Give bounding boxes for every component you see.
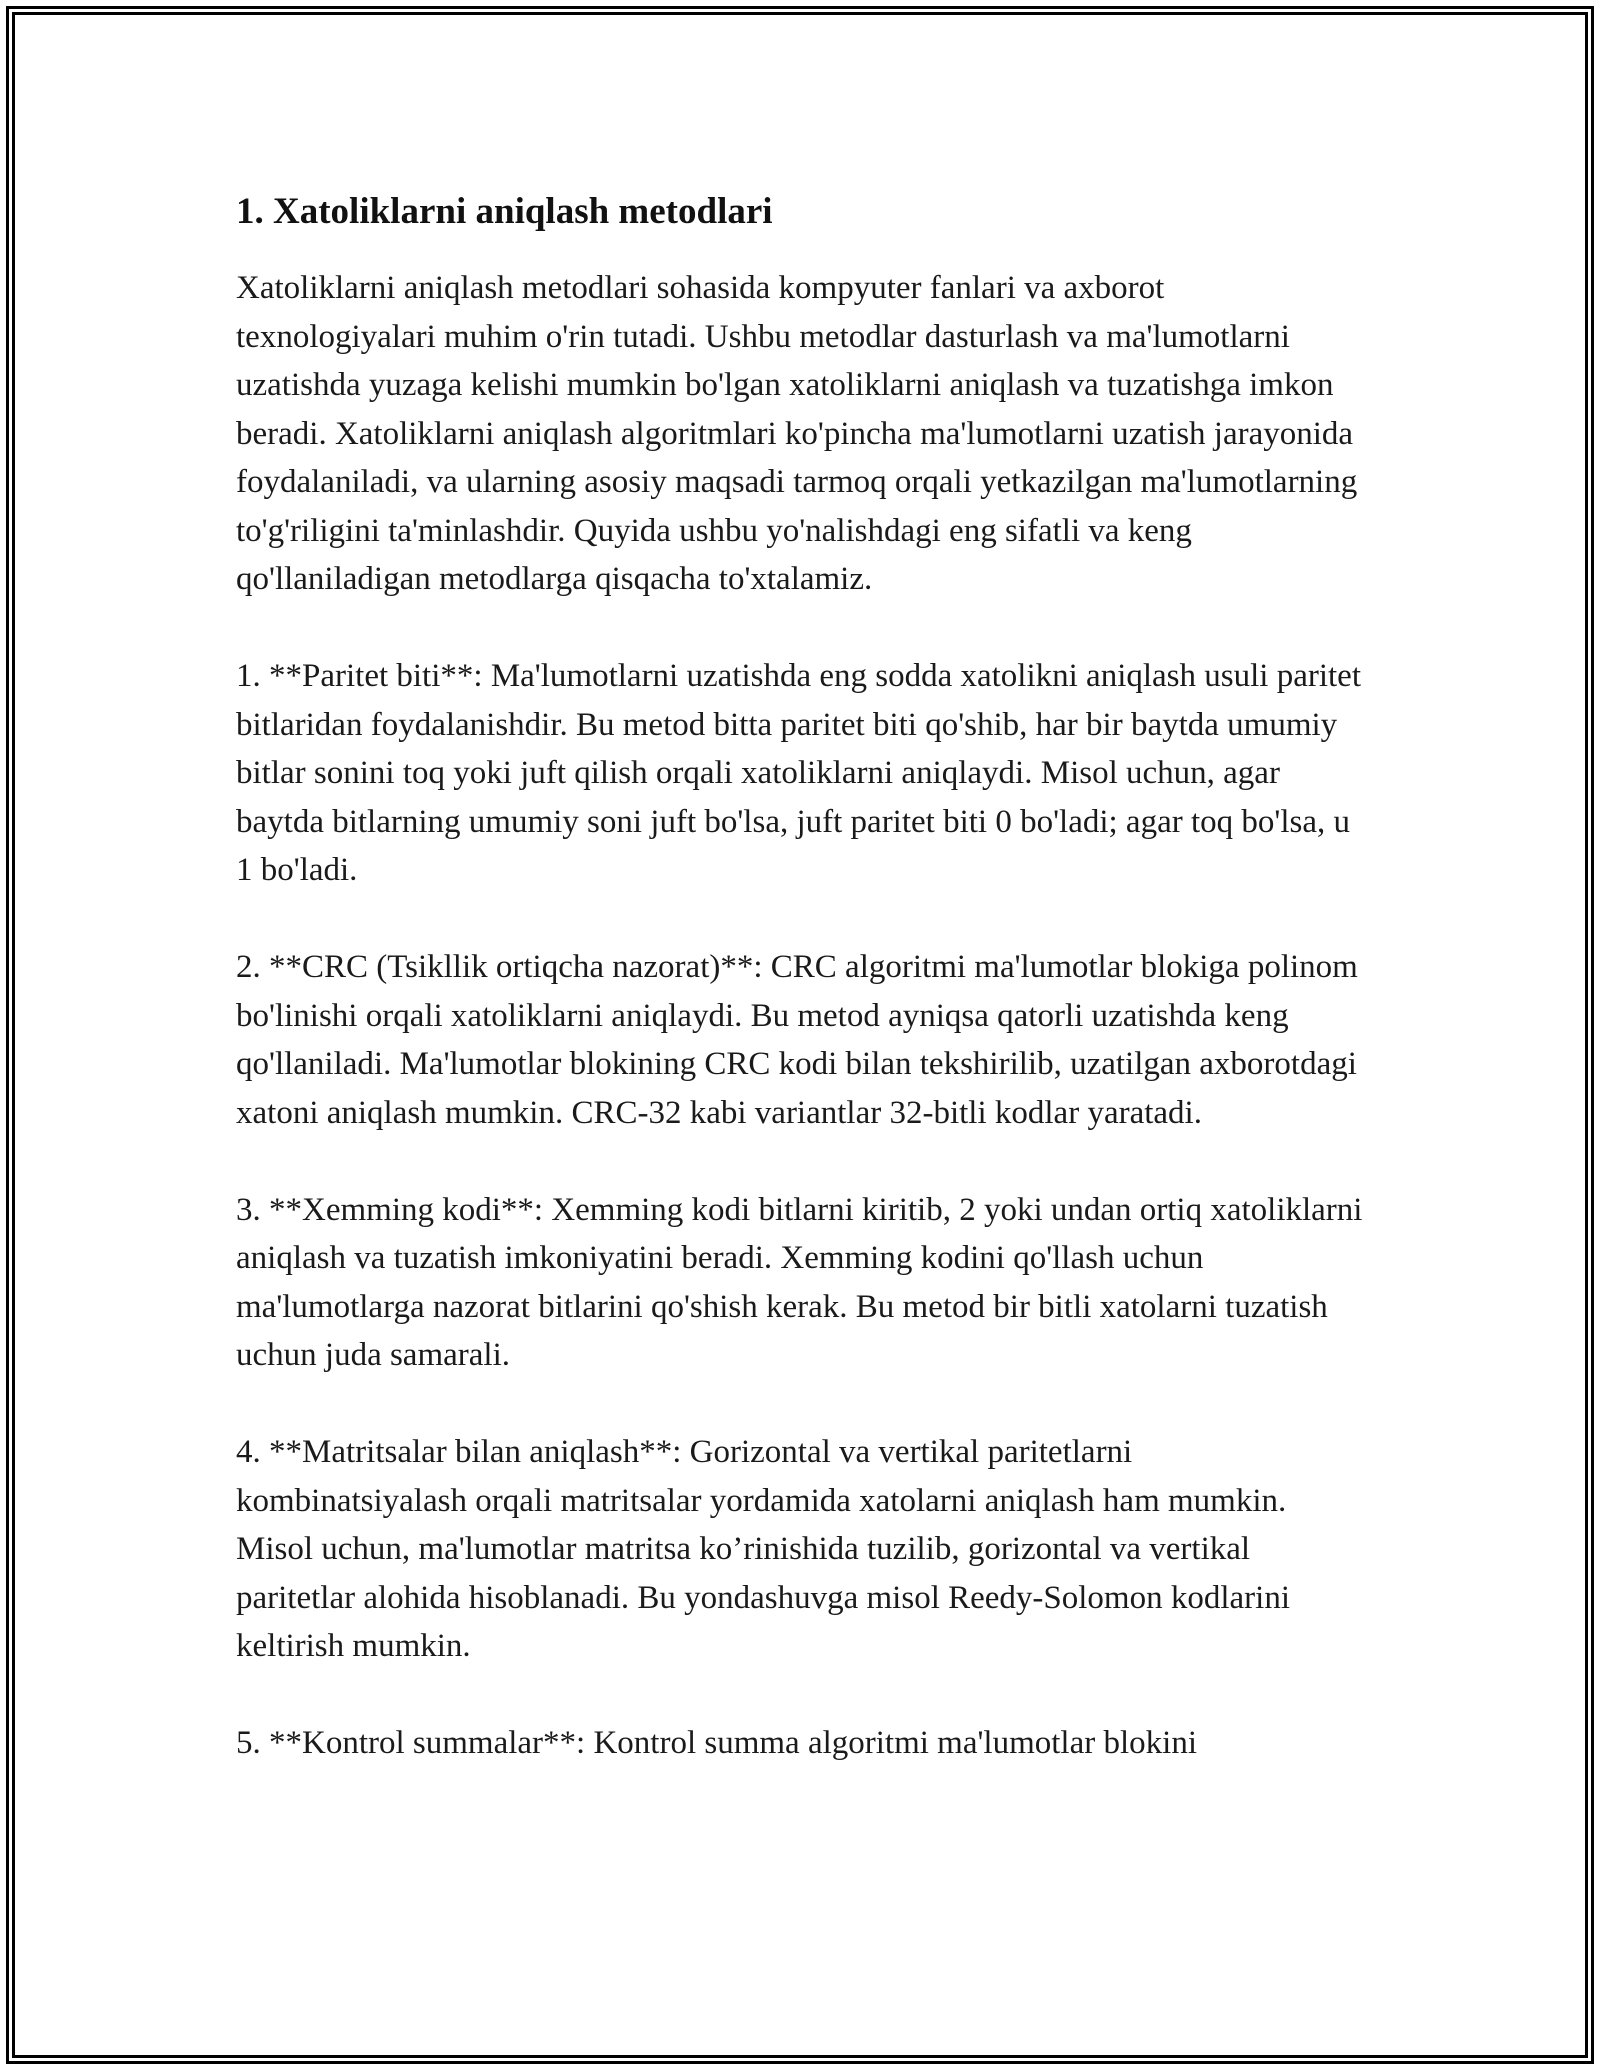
- paragraph-crc: 2. **CRC (Tsikllik ortiqcha nazorat)**: CRC algoritmi ma'lumotlar blokiga polinom bo'linishi orqali xatoliklarni aniqlaydi. Bu metod ayniqsa qatorli uzatishda keng qo'llaniladi. Ma'lumotlar blokining CRC kodi bilan tekshirilib, uzatilgan axborotdagi xatoni aniqlash mumkin. CRC-32 kabi variantlar 32-bitli kodlar yaratadi.: [236, 949, 1358, 1131]
- document-body: [236, 186, 1366, 1816]
- section-heading: 1. Xatoliklarni aniqlash metodlari: [236, 191, 773, 232]
- paragraph-checksums: 5. **Kontrol summalar**: Kontrol summa algoritmi ma'lumotlar blokini: [236, 1725, 1197, 1761]
- paragraph-matrix-detection: 4. **Matritsalar bilan aniqlash**: Gorizontal va vertikal paritetlarni kombinatsiyalash orqali matritsalar yordamida xatolarni aniqlash ham mumkin. Misol uchun, ma'lumotlar matritsa ko’rinishida tuzilib, gorizontal va vertikal paritetlar alohida hisoblanadi. Bu yondashuvga misol Reedy-Solomon kodlarini keltirish mumkin.: [236, 1434, 1290, 1664]
- paragraph-hamming-code: 3. **Xemming kodi**: Xemming kodi bitlarni kiritib, 2 yoki undan ortiq xatoliklarni aniqlash va tuzatish imkoniyatini beradi. Xemming kodini qo'llash uchun ma'lumotlarga nazorat bitlarini qo'shish kerak. Bu metod bir bitli xatolarni tuzatish uchun juda samarali.: [236, 1191, 1363, 1373]
- paragraph-parity-bit: 1. **Paritet biti**: Ma'lumotlarni uzatishda eng sodda xatolikni aniqlash usuli paritet bitlaridan foydalanishdir. Bu metod bitta paritet biti qo'shib, har bir baytda umumiy bitlar sonini toq yoki juft qilish orqali xatoliklarni aniqlaydi. Misol uchun, agar baytda bitlarning umumiy soni juft bo'lsa, juft paritet biti 0 bo'ladi; agar toq bo'lsa, u 1 bo'ladi.: [236, 658, 1361, 888]
- intro-paragraph: Xatoliklarni aniqlash metodlari sohasida kompyuter fanlari va axborot texnologiyalari muhim o'rin tutadi. Ushbu metodlar dasturlash va ma'lumotlarni uzatishda yuzaga kelishi mumkin bo'lgan xatoliklarni aniqlash va tuzatishga imkon beradi. Xatoliklarni aniqlash algoritmlari ko'pincha ma'lumotlarni uzatish jarayonida foydalaniladi, va ularning asosiy maqsadi tarmoq orqali yetkazilgan ma'lumotlarning to'g'riligini ta'minlashdir. Quyida ushbu yo'nalishdagi eng sifatli va keng qo'llaniladigan metodlarga qisqacha to'xtalamiz.: [236, 270, 1358, 597]
